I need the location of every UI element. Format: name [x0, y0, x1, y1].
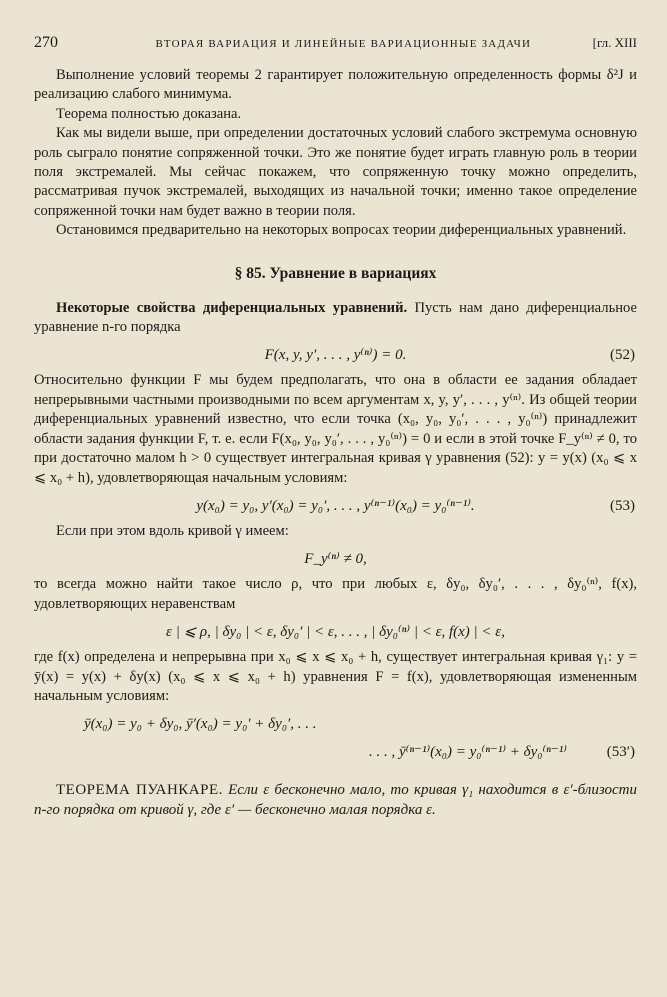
theorem-body: Если ε бесконечно мало, то кривая γ₁ находится в ε′-близости n-го порядка от кривой γ, где ε′ — бесконечно малая порядка ε. — [34, 782, 637, 819]
lead-heading: Некоторые свойства диференциальных уравнений. — [56, 299, 408, 316]
paragraph-5: Относительно функции F мы будем предполагать, что она в области ее задания обладает непрерывными частными производными по всем аргументам x, y, y′, . . . , y⁽ⁿ⁾. Из общей теории диференциальных уравнений известно, что если точка (x₀, y₀, y₀′, . . . , y₀⁽ⁿ⁾) принадлежит области задания функции F, т. е. если F(x₀, y₀, y₀′, . . . , y₀⁽ⁿ⁾) = 0 и если в этой точке F_y⁽ⁿ⁾ ≠ 0, то при достаточно малом h > 0 существует интегральная кривая γ уравнения (52): y = y(x) (x₀ ⩽ x ⩽ x₀ + h), удовлетворяющая начальным условиям: — [34, 372, 637, 486]
inequalities-body: ε | ⩽ ρ, | δy₀ | < ε, δy₀′ | < ε, . . . , | δy₀⁽ⁿ⁾ | < ε, f(x) | < ε, — [166, 624, 505, 641]
equation-52-body: F(x, y, y′, . . . , y⁽ⁿ⁾) = 0. — [264, 347, 407, 364]
paragraph-8: где f(x) определена и непрерывна при x₀ ⩽ x ⩽ x₀ + h, существует интегральная кривая γ₁: y = ȳ(x) = y(x) + δy(x) (x₀ ⩽ x ⩽ x₀ + h) уравнения F = f(x), удовлетворяющая измененным начальным условиям: — [34, 649, 637, 704]
equation-53-prime-line2 — [34, 742, 637, 762]
equation-53-prime-line2-body: . . . , ȳ⁽ⁿ⁻¹⁾(x₀) = y₀⁽ⁿ⁻¹⁾ + δy₀⁽ⁿ⁻¹⁾ — [368, 744, 567, 761]
section-title: § 85. Уравнение в вариациях — [234, 264, 437, 282]
theorem-label: ТЕОРЕМА ПУАНКАРЕ. — [56, 782, 223, 799]
equation-52-label: (52) — [610, 347, 635, 364]
equation-52 — [34, 345, 637, 365]
running-title: ВТОРАЯ ВАРИАЦИЯ И ЛИНЕЙНЫЕ ВАРИАЦИОННЫЕ ЗАДАЧИ — [155, 38, 532, 50]
equation-53-prime-line1 — [34, 714, 637, 734]
condition-formula-body: F_y⁽ⁿ⁾ ≠ 0, — [304, 551, 367, 568]
section-lead — [34, 299, 637, 338]
equation-53-body: y(x₀) = y₀, y′(x₀) = y₀′, . . . , y⁽ⁿ⁻¹⁾(x₀) = y₀⁽ⁿ⁻¹⁾. — [196, 497, 475, 514]
theorem-poincare — [34, 780, 637, 820]
page-number: 270 — [34, 34, 58, 51]
equation-53-prime-label: (53′) — [606, 744, 635, 761]
paragraph-4: Остановимся предварительно на некоторых вопросах теории диференциальных уравнений. — [56, 222, 627, 239]
paragraph-6: Если при этом вдоль кривой γ имеем: — [56, 522, 289, 539]
equation-53-prime-line1-body: ȳ(x₀) = y₀ + δy₀, ȳ′(x₀) = y₀′ + δy₀′, . . . — [84, 716, 317, 733]
inequalities-formula — [34, 622, 637, 642]
condition-formula — [34, 549, 637, 569]
equation-53-label: (53) — [610, 497, 635, 514]
equation-53 — [34, 496, 637, 516]
paragraph-1: Выполнение условий теоремы 2 гарантирует положительную определенность формы δ²J и реализацию слабого минимума. — [34, 67, 637, 103]
chapter-label: [гл. XIII — [592, 35, 637, 50]
paragraph-7: то всегда можно найти такое число ρ, что при любых ε, δy₀, δy₀′, . . . , δy₀⁽ⁿ⁾, f(x), удовлетворяющих неравенствам — [34, 576, 637, 612]
lead-text: Пусть нам дано диференциальное уравнение n-го порядка — [34, 299, 637, 336]
paragraph-3: Как мы видели выше, при определении достаточных условий слабого экстремума основную роль сыграло понятие сопряженной точки. Это же понятие будет играть главную роль в теории поля экстремалей. Мы сейчас покажем, что сопряженную точку можно определить, рассматривая пучок экстремалей, выходящих из начальной точки; именно такое определение сопряженной точки нам будет важно в теории поля. — [34, 125, 637, 219]
running-header — [34, 34, 637, 52]
paragraph-2: Теорема полностью доказана. — [56, 105, 242, 122]
